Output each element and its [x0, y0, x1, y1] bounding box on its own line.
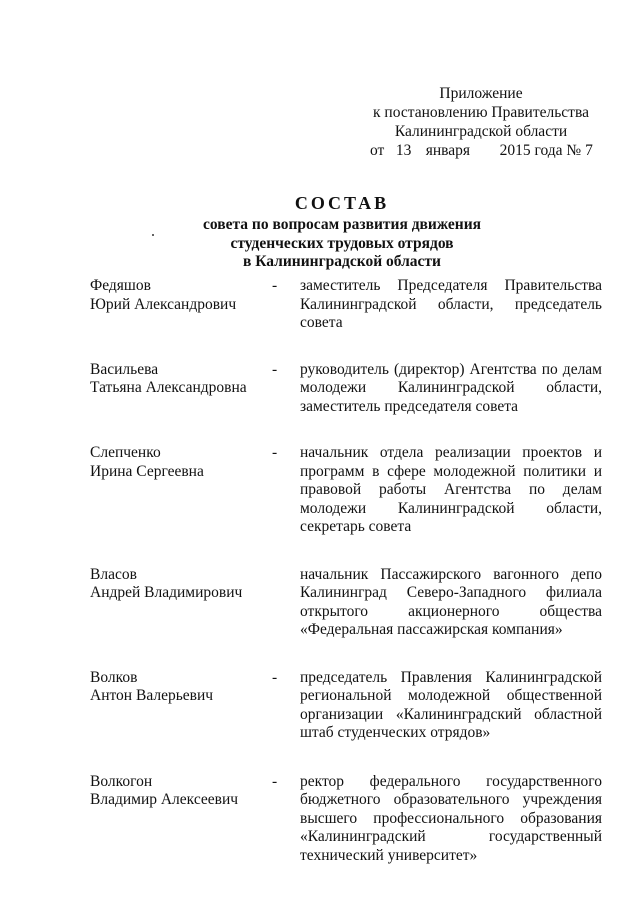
member-dash: - — [272, 277, 278, 294]
date-year-number: 2015 года № 7 — [499, 142, 593, 159]
member-role: руководитель (директор) Агентства по делам молодежи Калининградской области, заместитель председателя совета — [300, 360, 602, 415]
date-month: января — [425, 142, 471, 159]
stray-dot-mark — [152, 234, 154, 236]
member-dash: - — [272, 772, 278, 790]
member-given-names: Антон Валерьевич — [90, 687, 214, 704]
member-name — [90, 361, 272, 398]
member-surname: Волкогон — [90, 772, 153, 790]
member-entry — [90, 773, 602, 866]
member-role: начальник Пассажирского вагонного депо Калининград Северо-Западного филиала открытого акционерного общества «Федеральная пассажирская компания» — [300, 565, 602, 638]
member-surname: Волков — [90, 668, 138, 686]
member-entry — [90, 361, 602, 417]
title-line-3: в Калининградской области — [243, 253, 441, 270]
member-entry — [90, 566, 602, 640]
title-line-1: совета по вопросам развития движения — [202, 216, 482, 233]
member-entry — [90, 277, 602, 333]
member-dash: - — [272, 444, 278, 461]
member-entry — [90, 444, 602, 537]
appendix-header — [356, 84, 606, 160]
member-dash: - — [272, 360, 278, 378]
member-role: председатель Правления Калининградской региональной молодежной общественной организации «Калининградский областной штаб студенческих отрядов» — [300, 668, 602, 741]
members-list — [90, 277, 602, 865]
appendix-date — [356, 141, 606, 160]
member-dash: - — [272, 668, 278, 686]
member-surname: Васильева — [90, 360, 159, 378]
member-entry — [90, 669, 602, 743]
appendix-region: Калининградской области — [394, 123, 568, 140]
appendix-title: Приложение — [439, 85, 523, 102]
member-role: ректор федерального государственного бюджетного образовательного учреждения высшего профессионального образования «Калининградский государственный технический университет» — [300, 772, 602, 864]
member-given-names: Юрий Александрович — [90, 295, 237, 313]
member-name — [90, 566, 272, 603]
member-given-names: Владимир Алексеевич — [90, 791, 239, 808]
title-line-2: студенческих трудовых отрядов — [230, 234, 454, 252]
member-surname: Федяшов — [90, 277, 151, 294]
document-title — [150, 192, 534, 272]
member-name — [90, 444, 272, 481]
member-name — [90, 669, 272, 706]
title-main: СОСТАВ — [294, 193, 390, 213]
member-role: начальник отдела реализации проектов и программ в сфере молодежной политики и правовой работы Агентства по делам молодежи Калининградской области, секретарь совета — [300, 444, 602, 535]
member-surname: Власов — [90, 565, 137, 583]
member-name — [90, 773, 272, 810]
member-name — [90, 277, 272, 314]
member-given-names: Татьяна Александровна — [90, 379, 247, 396]
appendix-resolution: к постановлению Правительства — [373, 104, 589, 121]
member-surname: Слепченко — [90, 444, 161, 461]
date-prefix: от — [370, 142, 385, 159]
member-given-names: Андрей Владимирович — [90, 584, 243, 601]
member-given-names: Ирина Сергеевна — [90, 462, 204, 480]
member-role: заместитель Председателя Правительства Калининградской области, председатель совета — [300, 277, 602, 331]
date-day: 13 — [395, 142, 412, 159]
